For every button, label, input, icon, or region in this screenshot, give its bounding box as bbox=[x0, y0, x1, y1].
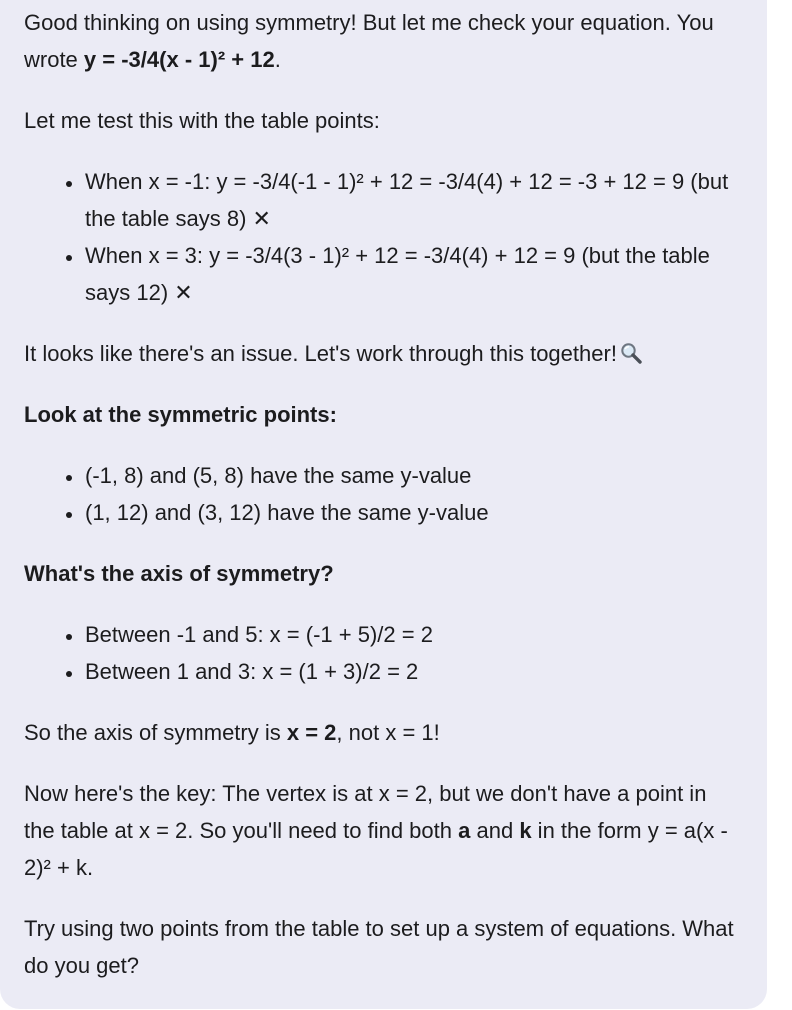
section-heading-axis: What's the axis of symmetry? bbox=[24, 561, 334, 586]
message-paragraph-intro: Good thinking on using symmetry! But let me check your equation. You wrote y = -3/4(x - 1)² + 12. bbox=[24, 10, 714, 72]
message-paragraph-key: Now here's the key: The vertex is at x = 2, but we don't have a point in the table at x = 2. So you'll need to find both a and k in the form y = a(x - 2)² + k. bbox=[24, 781, 728, 880]
student-equation: y = -3/4(x - 1)² + 12 bbox=[83, 47, 275, 72]
axis-calculation-list bbox=[24, 616, 743, 690]
check-list bbox=[24, 163, 743, 311]
list-item: • When x = -1: y = -3/4(-1 - 1)² + 12 = -3/4(4) + 12 = -3 + 12 = 9 (but the table says 8) ✕ bbox=[84, 163, 743, 237]
message-paragraph-axis-result: So the axis of symmetry is x = 2, not x = 1! bbox=[24, 720, 440, 745]
list-item: • (-1, 8) and (5, 8) have the same y-value bbox=[84, 457, 743, 494]
message-paragraph-issue: It looks like there's an issue. Let's work through this together! bbox=[24, 335, 743, 372]
message-paragraph-prompt: Try using two points from the table to set up a system of equations. What do you get? bbox=[24, 916, 734, 978]
list-item: • Between -1 and 5: x = (-1 + 5)/2 = 2 bbox=[84, 616, 743, 653]
message-paragraph-test-intro: Let me test this with the table points: bbox=[24, 108, 380, 133]
list-item: • (1, 12) and (3, 12) have the same y-value bbox=[84, 494, 743, 531]
symmetric-points-list bbox=[24, 457, 743, 531]
section-heading-symmetric-points: Look at the symmetric points: bbox=[24, 402, 337, 427]
list-item: • When x = 3: y = -3/4(3 - 1)² + 12 = -3/4(4) + 12 = 9 (but the table says 12) ✕ bbox=[84, 237, 743, 311]
list-item: • Between 1 and 3: x = (1 + 3)/2 = 2 bbox=[84, 653, 743, 690]
magnifying-glass-icon bbox=[619, 339, 643, 363]
